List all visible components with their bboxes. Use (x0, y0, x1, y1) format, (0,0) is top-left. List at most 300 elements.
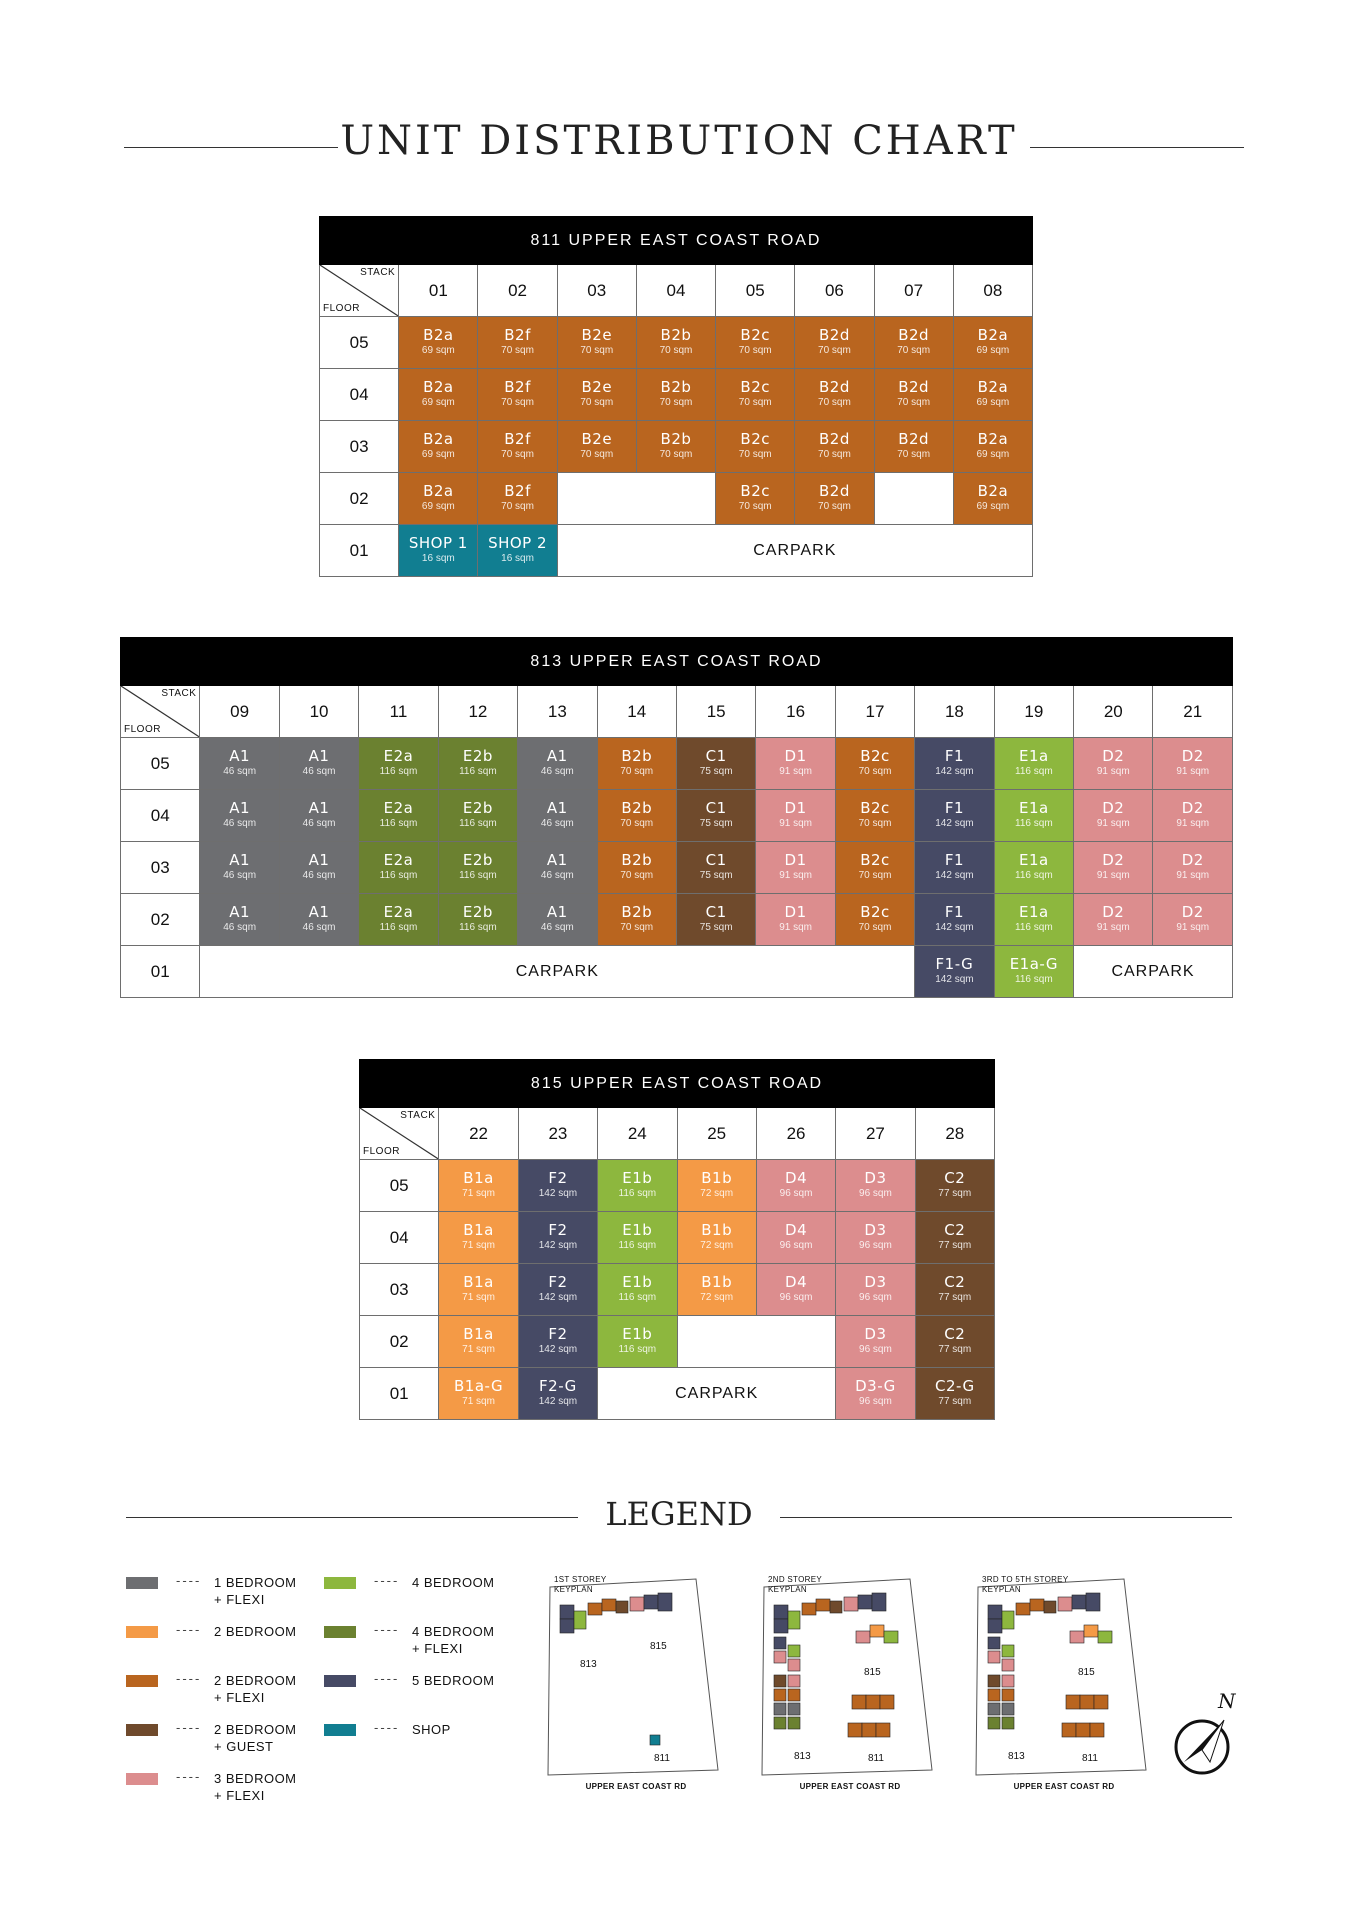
unit-area: 116 sqm (459, 922, 497, 933)
unit-type: B2e (581, 378, 613, 396)
unit-type: E1a (1018, 903, 1049, 921)
unit-type: E1a (1018, 799, 1049, 817)
unit-cell[interactable] (795, 473, 874, 525)
unit-area: 116 sqm (379, 870, 418, 881)
unit-type: C2-G (935, 1377, 975, 1395)
unit-cell[interactable] (438, 738, 517, 790)
unit-type: A1 (229, 851, 251, 869)
unit-area: 70 sqm (897, 345, 931, 356)
unit-area: 116 sqm (618, 1188, 657, 1199)
unit-type: C2 (944, 1325, 966, 1343)
keyplan-title-line: KEYPLAN (554, 1585, 594, 1594)
unit-cell[interactable] (1074, 790, 1153, 842)
floor-label: FLOOR (124, 724, 161, 735)
unit-area: 69 sqm (421, 345, 455, 356)
unit-area: 70 sqm (818, 397, 851, 408)
unit-cell[interactable] (518, 1160, 597, 1212)
unit-cell[interactable] (598, 1264, 677, 1316)
unit-type: B2a (423, 326, 454, 344)
unit-cell[interactable] (874, 317, 953, 369)
unit-cell[interactable] (756, 1264, 835, 1316)
unit-cell[interactable] (676, 790, 755, 842)
unit-type: D2 (1102, 799, 1125, 817)
unit-type: E1b (622, 1273, 653, 1291)
unit-cell[interactable] (915, 1368, 994, 1420)
floor-row (360, 1212, 995, 1264)
unit-cell[interactable] (399, 525, 478, 577)
unit-type: B2a (977, 378, 1009, 396)
unit-cell[interactable] (835, 738, 914, 790)
unit-cell[interactable] (439, 1264, 518, 1316)
unit-cell[interactable] (835, 894, 914, 946)
unit-cell[interactable] (994, 790, 1073, 842)
unit-cell[interactable] (598, 1160, 677, 1212)
legend-label (412, 1574, 495, 1591)
unit-cell[interactable] (200, 894, 279, 946)
unit-type: B2e (581, 326, 613, 344)
unit-cell[interactable] (994, 738, 1073, 790)
legend-item (324, 1573, 514, 1613)
unit-type: B2c (860, 851, 890, 869)
unit-cell[interactable] (557, 421, 636, 473)
unit-type: C1 (705, 799, 727, 817)
legend-item (126, 1671, 316, 1711)
unit-cell[interactable] (478, 473, 557, 525)
unit-type: B2a (423, 430, 454, 448)
unit-area: 70 sqm (659, 345, 693, 356)
legend-dash: ---- (374, 1720, 400, 1735)
unit-area: 96 sqm (779, 1292, 813, 1303)
unit-cell[interactable] (915, 842, 994, 894)
stack-header: 07 (874, 265, 953, 317)
floor-header: 03 (121, 842, 200, 894)
unit-type: D2 (1181, 747, 1204, 765)
floor-row (121, 842, 1233, 894)
unit-cell[interactable] (795, 421, 874, 473)
unit-cell[interactable] (359, 842, 438, 894)
unit-area: 116 sqm (459, 818, 497, 829)
floor-row (360, 1264, 995, 1316)
unit-type: D1 (784, 903, 807, 921)
unit-type: D1 (784, 747, 807, 765)
unit-cell[interactable] (994, 894, 1073, 946)
unit-type: B2a (977, 326, 1009, 344)
unit-type: C2 (944, 1273, 966, 1291)
keyplan-title-line: KEYPLAN (982, 1585, 1022, 1594)
unit-cell[interactable] (716, 317, 795, 369)
unit-cell[interactable] (953, 317, 1032, 369)
unit-cell[interactable] (359, 790, 438, 842)
unit-cell[interactable] (994, 946, 1073, 998)
unit-area: 142 sqm (538, 1240, 578, 1251)
unit-area: 70 sqm (580, 449, 614, 460)
floor-header: 04 (360, 1212, 439, 1264)
block-815-table (359, 1059, 995, 1420)
unit-type: D3 (864, 1325, 887, 1343)
legend-label (214, 1574, 297, 1608)
unit-cell[interactable] (676, 738, 755, 790)
unit-cell[interactable] (1074, 894, 1153, 946)
unit-area: 75 sqm (699, 818, 733, 829)
unit-cell[interactable] (1074, 738, 1153, 790)
legend-swatch (126, 1626, 158, 1638)
unit-cell[interactable] (915, 946, 994, 998)
floor-header: 02 (121, 894, 200, 946)
unit-cell[interactable] (874, 369, 953, 421)
floor-header: 02 (320, 473, 399, 525)
unit-area: 69 sqm (976, 449, 1010, 460)
unit-area: 69 sqm (421, 449, 455, 460)
unit-cell[interactable] (279, 894, 358, 946)
keyplan-title-line: 1ST STOREY (554, 1575, 607, 1584)
unit-area: 70 sqm (738, 345, 772, 356)
unit-type: B2f (504, 326, 531, 344)
unit-area: 72 sqm (700, 1188, 734, 1199)
unit-cell[interactable] (835, 790, 914, 842)
keyplan-1 (546, 1575, 726, 1805)
unit-cell[interactable] (1153, 738, 1233, 790)
unit-cell[interactable] (438, 894, 517, 946)
unit-type: D2 (1102, 851, 1125, 869)
stack-header: 09 (200, 686, 279, 738)
block-811-table (319, 216, 1033, 577)
unit-area: 142 sqm (538, 1396, 578, 1407)
legend-label (412, 1623, 495, 1657)
floor-header: 02 (360, 1316, 439, 1368)
unit-cell[interactable] (915, 738, 994, 790)
unit-type: B2e (581, 430, 613, 448)
unit-type: B2a (423, 378, 454, 396)
unit-cell[interactable] (756, 842, 835, 894)
unit-cell[interactable] (597, 842, 676, 894)
unit-cell[interactable] (915, 1160, 994, 1212)
stack-header: 15 (676, 686, 755, 738)
unit-type: B1b (701, 1169, 733, 1187)
unit-cell[interactable] (676, 842, 755, 894)
stack-header: 16 (756, 686, 835, 738)
unit-type: B2d (818, 482, 850, 500)
unit-cell[interactable] (478, 421, 557, 473)
stack-floor-corner (320, 265, 399, 317)
unit-area: 70 sqm (620, 766, 654, 777)
unit-type: F2 (548, 1169, 568, 1187)
unit-cell[interactable] (915, 1316, 994, 1368)
unit-cell[interactable] (598, 1212, 677, 1264)
unit-area: 46 sqm (223, 922, 257, 933)
unit-cell[interactable] (597, 738, 676, 790)
unit-area: 142 sqm (935, 974, 974, 985)
unit-area: 70 sqm (818, 501, 851, 512)
floor-header: 05 (360, 1160, 439, 1212)
unit-type: B2c (860, 799, 890, 817)
unit-type: C2 (944, 1169, 966, 1187)
unit-cell[interactable] (359, 738, 438, 790)
unit-cell[interactable] (200, 842, 279, 894)
unit-cell[interactable] (676, 894, 755, 946)
stack-header: 21 (1153, 686, 1233, 738)
unit-cell[interactable] (836, 1212, 915, 1264)
floor-row (360, 1160, 995, 1212)
unit-cell[interactable] (677, 1212, 756, 1264)
unit-cell[interactable] (677, 1264, 756, 1316)
unit-cell[interactable] (636, 317, 715, 369)
legend-item (324, 1671, 514, 1711)
unit-type: F1 (944, 851, 965, 869)
unit-cell[interactable] (518, 790, 597, 842)
legend-label-line: 3 BEDROOM (214, 1771, 297, 1786)
unit-cell[interactable] (994, 842, 1073, 894)
unit-cell[interactable] (439, 1316, 518, 1368)
unit-type: A1 (546, 851, 568, 869)
unit-cell[interactable] (677, 1160, 756, 1212)
unit-cell[interactable] (1153, 790, 1233, 842)
unit-cell[interactable] (518, 894, 597, 946)
unit-cell[interactable] (399, 421, 478, 473)
unit-cell[interactable] (1153, 842, 1233, 894)
unit-type: C1 (705, 747, 727, 765)
legend-label (412, 1672, 495, 1689)
legend-dash: ---- (176, 1720, 202, 1735)
unit-cell[interactable] (836, 1316, 915, 1368)
unit-cell[interactable] (835, 842, 914, 894)
unit-cell[interactable] (953, 369, 1032, 421)
unit-type: B2d (898, 326, 930, 344)
unit-type: D1 (784, 799, 807, 817)
unit-cell[interactable] (795, 369, 874, 421)
unit-area: 96 sqm (779, 1188, 813, 1199)
unit-cell[interactable] (716, 473, 795, 525)
unit-cell[interactable] (756, 894, 835, 946)
unit-cell[interactable] (915, 894, 994, 946)
unit-area: 91 sqm (1096, 818, 1130, 829)
unit-area: 75 sqm (699, 922, 733, 933)
unit-type: B1a (463, 1169, 494, 1187)
unit-area: 116 sqm (379, 818, 418, 829)
legend-item (324, 1720, 514, 1760)
stack-label: STACK (161, 688, 197, 699)
keyplan-road-label: UPPER EAST COAST RD (799, 1782, 901, 1791)
unit-type: B1a-G (454, 1377, 504, 1395)
stack-header: 19 (994, 686, 1073, 738)
unit-type: B2a (977, 482, 1009, 500)
stack-header: 17 (835, 686, 914, 738)
unit-type: C1 (705, 851, 727, 869)
legend-label-line: SHOP (412, 1722, 451, 1737)
unit-area: 70 sqm (659, 397, 693, 408)
stack-header: 06 (795, 265, 874, 317)
unit-area: 70 sqm (858, 766, 892, 777)
unit-cell[interactable] (518, 738, 597, 790)
unit-type: D3 (864, 1273, 887, 1291)
unit-area: 70 sqm (620, 818, 654, 829)
unit-type: F1 (944, 903, 965, 921)
unit-area: 116 sqm (618, 1240, 657, 1251)
unit-area: 91 sqm (779, 766, 812, 777)
unit-area: 46 sqm (302, 870, 336, 881)
unit-cell[interactable] (439, 1212, 518, 1264)
unit-cell[interactable] (915, 790, 994, 842)
unit-type: B2b (660, 430, 692, 448)
unit-type: D2 (1181, 903, 1204, 921)
unit-type: A1 (308, 851, 330, 869)
unit-area: 77 sqm (938, 1240, 972, 1251)
unit-cell[interactable] (598, 1316, 677, 1368)
floor-row (320, 369, 1033, 421)
unit-cell[interactable] (1153, 894, 1233, 946)
unit-type: D3 (864, 1169, 887, 1187)
unit-cell[interactable] (756, 1212, 835, 1264)
floor-header: 05 (121, 738, 200, 790)
unit-area: 116 sqm (459, 870, 497, 881)
unit-type: E2b (462, 903, 493, 921)
empty-cell (874, 473, 953, 525)
unit-cell[interactable] (200, 738, 279, 790)
legend-label-line: + FLEXI (214, 1592, 265, 1607)
unit-cell[interactable] (399, 317, 478, 369)
unit-cell[interactable] (597, 790, 676, 842)
keyplan-block-label: 815 (650, 1641, 667, 1652)
unit-cell[interactable] (438, 842, 517, 894)
keyplan-block-label: 813 (1008, 1751, 1025, 1762)
stack-label: STACK (360, 267, 396, 278)
unit-area: 70 sqm (897, 449, 931, 460)
unit-cell[interactable] (756, 1160, 835, 1212)
legend-label (214, 1623, 297, 1640)
unit-type: B2b (621, 851, 653, 869)
unit-cell[interactable] (953, 421, 1032, 473)
unit-area: 142 sqm (935, 766, 974, 777)
unit-cell[interactable] (438, 790, 517, 842)
legend-rule-right (780, 1517, 1232, 1518)
unit-cell[interactable] (1074, 842, 1153, 894)
legend-label-line: 2 BEDROOM (214, 1673, 297, 1688)
unit-cell[interactable] (518, 842, 597, 894)
block-title: 813 UPPER EAST COAST ROAD (121, 638, 1233, 686)
unit-area: 116 sqm (618, 1292, 657, 1303)
unit-area: 46 sqm (540, 922, 574, 933)
unit-cell[interactable] (597, 894, 676, 946)
stack-header: 03 (557, 265, 636, 317)
stack-header: 22 (439, 1108, 518, 1160)
stack-header: 05 (716, 265, 795, 317)
unit-type: F1-G (935, 955, 974, 973)
carpark-cell: CARPARK (200, 946, 915, 998)
unit-cell[interactable] (557, 369, 636, 421)
page-title: UNIT DISTRIBUTION CHART (340, 118, 1018, 164)
keyplan-title (554, 1575, 607, 1595)
keyplan-road-label: UPPER EAST COAST RD (585, 1782, 687, 1791)
unit-type: D4 (785, 1221, 808, 1239)
unit-cell[interactable] (557, 317, 636, 369)
stack-header: 11 (359, 686, 438, 738)
unit-cell[interactable] (915, 1212, 994, 1264)
unit-type: B2b (660, 326, 692, 344)
floor-header: 05 (320, 317, 399, 369)
unit-cell[interactable] (518, 1316, 597, 1368)
stack-header: 04 (636, 265, 715, 317)
unit-cell[interactable] (399, 473, 478, 525)
unit-cell[interactable] (518, 1264, 597, 1316)
legend-label-line: 2 BEDROOM (214, 1624, 297, 1639)
unit-area: 70 sqm (858, 922, 892, 933)
unit-area: 91 sqm (1176, 818, 1210, 829)
unit-type: F2 (548, 1221, 568, 1239)
chart-title-row (0, 118, 1358, 178)
unit-cell[interactable] (518, 1368, 597, 1420)
unit-cell[interactable] (636, 421, 715, 473)
unit-type: D2 (1102, 903, 1125, 921)
unit-type: B2f (504, 378, 531, 396)
unit-type: E1b (622, 1221, 653, 1239)
unit-type: E2b (462, 851, 493, 869)
keyplan-title (982, 1575, 1068, 1595)
unit-area: 69 sqm (976, 345, 1010, 356)
unit-cell[interactable] (478, 525, 557, 577)
legend-title: LEGEND (605, 1495, 753, 1533)
unit-cell[interactable] (439, 1368, 518, 1420)
unit-type: D1 (784, 851, 807, 869)
unit-cell[interactable] (756, 790, 835, 842)
unit-type: E2a (383, 903, 414, 921)
legend-label-line: 1 BEDROOM (214, 1575, 297, 1590)
unit-area: 69 sqm (976, 397, 1010, 408)
unit-cell[interactable] (716, 421, 795, 473)
unit-cell[interactable] (836, 1160, 915, 1212)
unit-cell[interactable] (953, 473, 1032, 525)
unit-area: 77 sqm (938, 1188, 972, 1199)
compass-label: N (1218, 1690, 1236, 1713)
unit-cell[interactable] (359, 894, 438, 946)
unit-type: D3 (864, 1221, 887, 1239)
unit-type: C1 (705, 903, 727, 921)
unit-cell[interactable] (836, 1264, 915, 1316)
unit-area: 96 sqm (859, 1292, 892, 1303)
keyplan-road-label: UPPER EAST COAST RD (1013, 1782, 1115, 1791)
legend-dash: ---- (176, 1622, 202, 1637)
unit-cell[interactable] (279, 842, 358, 894)
unit-cell[interactable] (836, 1368, 915, 1420)
unit-area: 116 sqm (618, 1344, 657, 1355)
unit-type: D4 (785, 1273, 808, 1291)
unit-cell[interactable] (399, 369, 478, 421)
unit-area: 77 sqm (938, 1292, 972, 1303)
unit-cell[interactable] (716, 369, 795, 421)
unit-cell[interactable] (756, 738, 835, 790)
unit-cell[interactable] (874, 421, 953, 473)
floor-row (121, 790, 1233, 842)
unit-cell[interactable] (478, 317, 557, 369)
empty-cell (557, 473, 715, 525)
unit-cell[interactable] (279, 790, 358, 842)
unit-area: 96 sqm (859, 1344, 892, 1355)
unit-cell[interactable] (518, 1212, 597, 1264)
unit-cell[interactable] (200, 790, 279, 842)
keyplan-3 (974, 1575, 1154, 1805)
unit-cell[interactable] (279, 738, 358, 790)
legend-label (214, 1672, 297, 1706)
unit-cell[interactable] (795, 317, 874, 369)
floor-row (121, 894, 1233, 946)
unit-area: 70 sqm (818, 449, 851, 460)
legend-dash: ---- (176, 1769, 202, 1784)
keyplan-title-line: 2ND STOREY (768, 1575, 822, 1584)
unit-cell[interactable] (439, 1160, 518, 1212)
unit-cell[interactable] (636, 369, 715, 421)
unit-cell[interactable] (915, 1264, 994, 1316)
unit-area: 116 sqm (1015, 870, 1053, 881)
unit-cell[interactable] (478, 369, 557, 421)
unit-type: E2a (383, 851, 414, 869)
